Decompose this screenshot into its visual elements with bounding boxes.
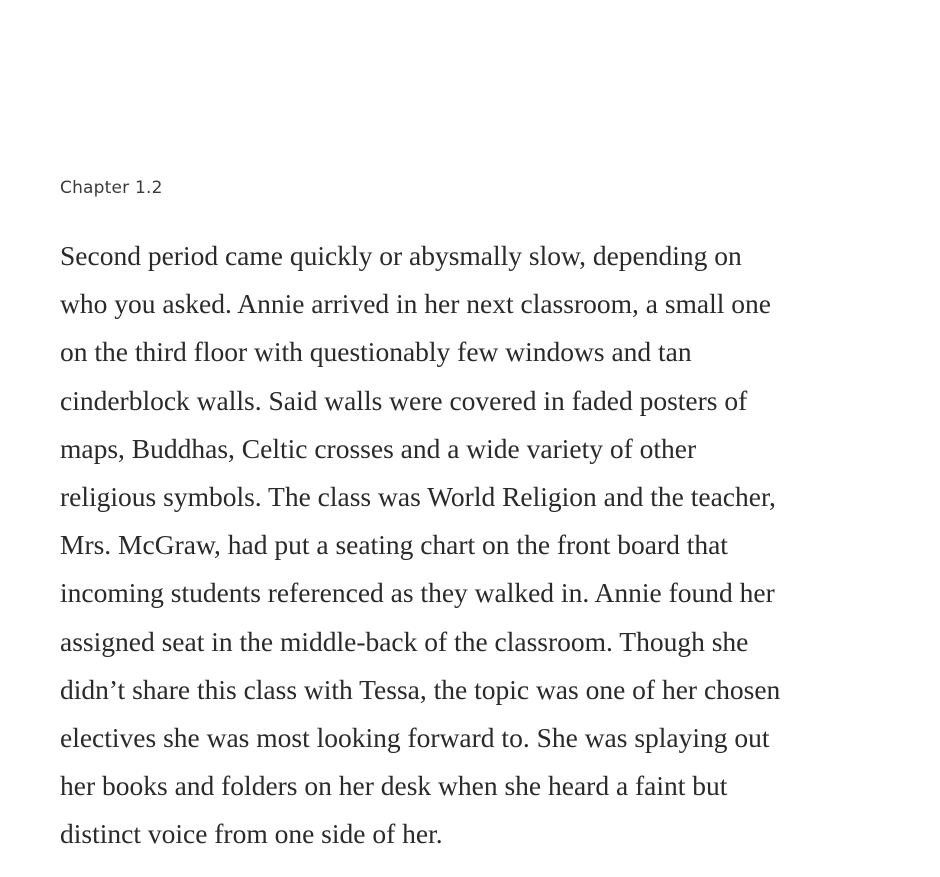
paragraph-line: Second period came quickly or abysmally slow, depending on (60, 240, 742, 271)
chapter-label: Chapter 1.2 (60, 178, 163, 198)
paragraph-line: who you asked. Annie arrived in her next classroom, a small one (60, 288, 771, 320)
chapter-body-paragraph (60, 232, 900, 859)
paragraph-line: religious symbols. The class was World Religion and the teacher, (60, 481, 776, 513)
paragraph-line: electives she was most looking forward to. She was splaying out (60, 722, 770, 754)
paragraph-line: incoming students referenced as they walked in. Annie found her (60, 577, 775, 609)
paragraph-line: her books and folders on her desk when she heard a faint but (60, 770, 728, 802)
paragraph-line: didn’t share this class with Tessa, the topic was one of her chosen (60, 673, 781, 705)
paragraph-line: distinct voice from one side of her. (60, 818, 443, 850)
paragraph-line: Mrs. McGraw, had put a seating chart on the front board that (60, 529, 728, 561)
paragraph-line: on the third floor with questionably few windows and tan (60, 336, 692, 368)
paragraph-line: maps, Buddhas, Celtic crosses and a wide variety of other (60, 432, 697, 464)
paragraph-line: cinderblock walls. Said walls were covered in faded posters of (60, 384, 748, 416)
paragraph-line: assigned seat in the middle-back of the classroom. Though she (60, 625, 749, 657)
